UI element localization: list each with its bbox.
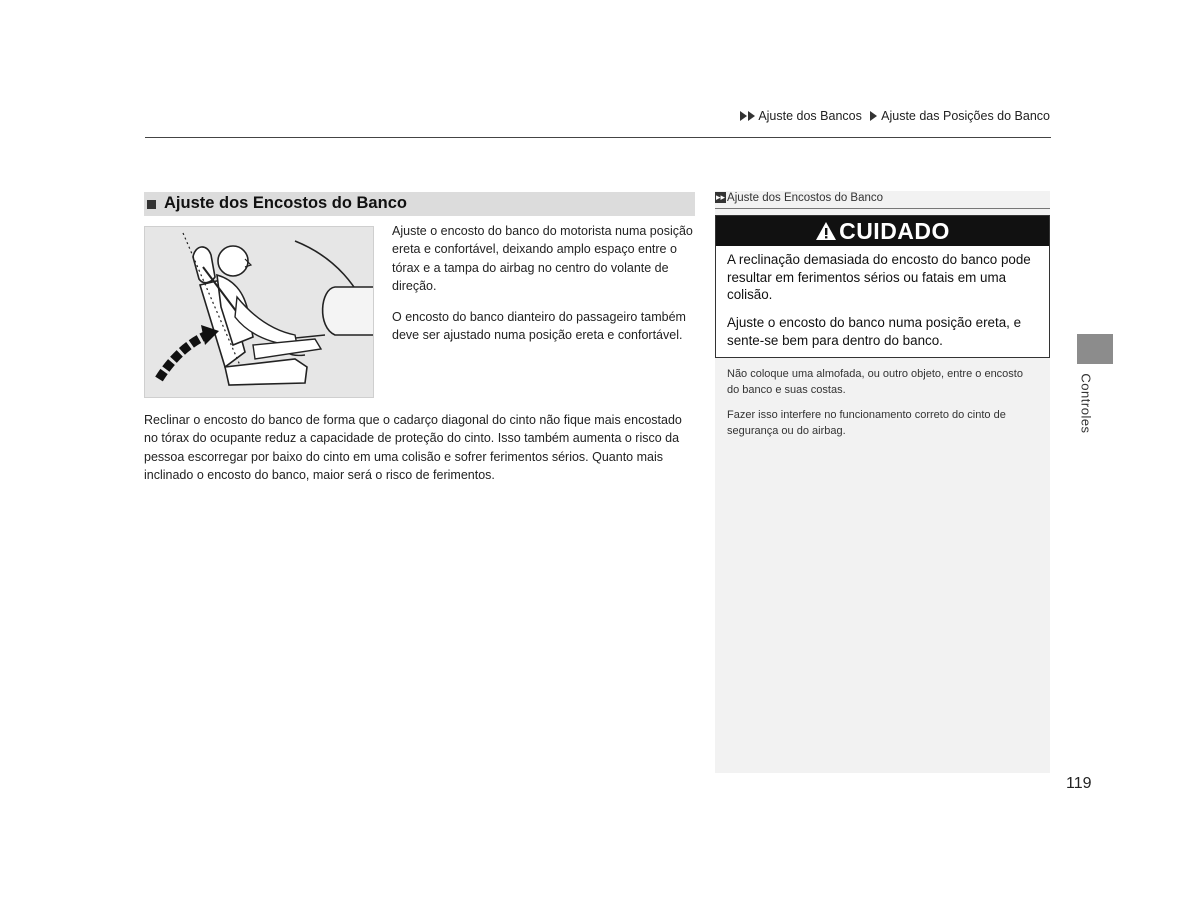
square-bullet-icon — [147, 200, 156, 209]
warning-header — [716, 216, 1049, 246]
chapter-tab-label: Controles — [1078, 373, 1094, 434]
sidebar-note-1: Não coloque uma almofada, ou outro objeto, entre o encosto do banco e suas costas. — [727, 368, 1023, 396]
breadcrumb — [740, 109, 1050, 123]
sidebar-divider — [715, 208, 1050, 209]
triangle-right-icon — [870, 111, 877, 121]
warning-box — [715, 215, 1050, 358]
chapter-tab-label-wrap — [1073, 368, 1099, 438]
warning-text-1: A reclinação demasiada do encosto do banco pode resultar em ferimentos sérios ou fatais em uma colisão. — [727, 252, 1031, 303]
page-number: 119 — [1066, 775, 1092, 792]
instruction-paragraph-passenger: O encosto do banco dianteiro do passageiro também deve ser ajustado numa posição ereta e confortável. — [392, 310, 686, 343]
seat-illustration — [144, 226, 374, 398]
sidebar-reference-title: Ajuste dos Encostos do Banco — [727, 192, 884, 204]
risk-paragraph: Reclinar o encosto do banco de forma que o cadarço diagonal do cinto não fique mais encostado no tórax do ocupante reduz a capacidade de proteção do cinto. Isso também aumenta o risco da pessoa escorregar por baixo do cinto em uma colisão e sofrer ferimentos sérios. Quanto mais inclinado o encosto do banco, maior será o risco de ferimentos. — [144, 413, 682, 483]
sidebar-note-2: Fazer isso interfere no funcionamento correto do cinto de segurança ou do airbag. — [727, 409, 1006, 437]
header-divider — [145, 137, 1051, 138]
triangle-right-icon — [740, 111, 747, 121]
warning-text-2: Ajuste o encosto do banco numa posição ereta, e sente-se bem para dentro do banco. — [727, 315, 1022, 348]
section-heading — [144, 192, 695, 216]
sidebar-reference[interactable] — [715, 192, 883, 204]
warning-label: CUIDADO — [839, 218, 950, 244]
breadcrumb-item-seat-positions[interactable]: Ajuste das Posições do Banco — [881, 109, 1050, 123]
warning-triangle-icon — [815, 221, 837, 241]
triangle-right-icon — [748, 111, 755, 121]
reference-icon: ▸▸ — [716, 192, 726, 202]
breadcrumb-item-seats[interactable]: Ajuste dos Bancos — [758, 109, 862, 123]
instruction-paragraph-driver: Ajuste o encosto do banco do motorista numa posição ereta e confortável, deixando amplo espaço entre o tórax e a tampa do airbag no centro do volante de direção. — [392, 224, 693, 294]
seat-recline-figure — [145, 227, 373, 397]
chapter-tab[interactable] — [1077, 334, 1113, 364]
section-title: Ajuste dos Encostos do Banco — [164, 194, 407, 212]
